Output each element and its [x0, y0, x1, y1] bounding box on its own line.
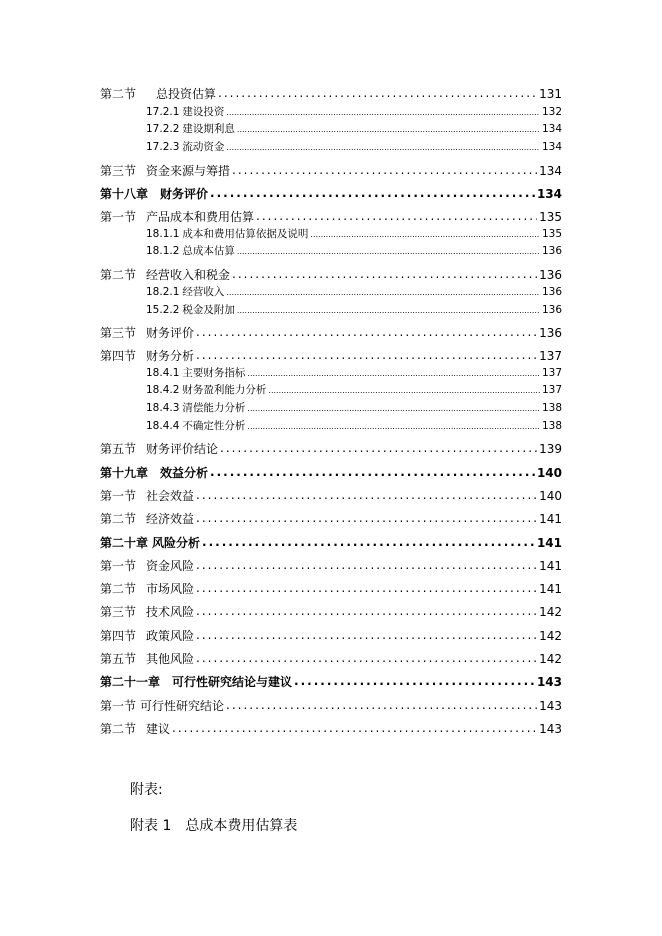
toc-entry	[100, 488, 562, 504]
toc-entry-title: 市场风险	[146, 582, 195, 596]
toc-entry	[100, 186, 562, 202]
toc-subentry	[146, 304, 562, 317]
dot-leader	[237, 126, 540, 137]
toc-subentry	[146, 367, 562, 380]
toc-entry-page: 136	[541, 245, 562, 257]
toc-entry-number: 第一节	[100, 559, 137, 573]
toc-entry	[100, 209, 562, 225]
dot-leader	[220, 445, 537, 457]
toc-entry-title: 流动资金	[182, 141, 225, 153]
toc-entry-number: 第一节	[100, 210, 137, 224]
dot-leader	[256, 213, 537, 225]
toc-subentry	[146, 123, 562, 136]
dot-leader	[310, 231, 540, 242]
toc-entry-number: 第二节	[100, 512, 137, 526]
toc-entry-title: 政策风险	[146, 629, 195, 643]
toc-entry-page: 138	[541, 420, 562, 432]
toc-entry-page: 141	[539, 559, 562, 573]
toc-entry-number: 第二节	[100, 722, 137, 736]
toc-entry-title: 效益分析	[160, 466, 209, 480]
toc-entry-page: 139	[539, 442, 562, 456]
toc-entry-page: 136	[539, 326, 562, 340]
toc-entry-title: 可行性研究结论	[140, 699, 225, 713]
toc-entry-title: 成本和费用估算依据及说明	[182, 228, 309, 240]
toc-entry-number: 17.2.3	[146, 141, 180, 153]
dot-leader	[196, 492, 537, 504]
toc-entry-title: 不确定性分析	[182, 420, 246, 432]
toc-subentry	[146, 141, 562, 154]
toc-entry-page: 134	[539, 164, 562, 178]
dot-leader	[196, 562, 537, 574]
toc-entry-title: 技术风险	[146, 605, 195, 619]
toc-entry	[100, 465, 562, 481]
toc-entry-page: 134	[541, 123, 562, 135]
toc-entry	[100, 628, 562, 644]
toc-entry-number: 第三节	[100, 605, 137, 619]
toc-entry-page: 142	[539, 652, 562, 666]
toc-entry-number: 18.1.1	[146, 228, 180, 240]
toc-entry-number: 第十八章	[100, 187, 149, 201]
toc-entry-page: 134	[536, 187, 562, 201]
toc-entry-page: 134	[541, 141, 562, 153]
toc-entry-page: 137	[539, 349, 562, 363]
toc-entry-number: 第一节	[100, 699, 137, 713]
toc-entry-page: 141	[539, 582, 562, 596]
toc-entry-number: 第五节	[100, 652, 137, 666]
toc-entry-title: 资金风险	[146, 559, 195, 573]
toc-entry-title: 经营收入和税金	[146, 268, 231, 282]
toc-entry-title: 其他风险	[146, 652, 195, 666]
dot-leader	[226, 109, 540, 120]
toc-entry-number: 第二节	[100, 87, 137, 101]
dot-leader	[226, 144, 540, 155]
toc-entry-page: 140	[539, 489, 562, 503]
toc-entry-title: 主要财务指标	[182, 367, 246, 379]
dot-leader	[268, 387, 540, 398]
dot-leader	[247, 370, 540, 381]
toc-entry-page: 140	[536, 466, 562, 480]
toc-entry	[100, 86, 562, 102]
toc-entry-page: 143	[536, 675, 562, 689]
toc-entry-title: 财务盈利能力分析	[182, 384, 267, 396]
toc-entry-number: 18.4.2	[146, 384, 180, 396]
toc-entry-title: 税金及附加	[182, 304, 235, 316]
toc-entry-title: 经济效益	[146, 512, 195, 526]
dot-leader	[237, 307, 540, 318]
toc-entry-number: 第三节	[100, 164, 137, 178]
toc-entry-page: 137	[541, 384, 562, 396]
toc-entry-page: 143	[539, 699, 562, 713]
toc-entry-page: 136	[539, 268, 562, 282]
toc-entry-title: 财务评价	[146, 326, 195, 340]
toc-entry	[100, 721, 562, 737]
toc-entry-title: 清偿能力分析	[182, 402, 246, 414]
toc-entry-title: 资金来源与筹措	[146, 164, 231, 178]
toc-entry-title: 建议	[146, 722, 171, 736]
toc-subentry	[146, 106, 562, 119]
appendix-heading: 附表:	[130, 782, 163, 798]
toc-entry-title: 总成本估算	[182, 245, 235, 257]
toc-entry	[100, 674, 562, 690]
dot-leader	[196, 632, 537, 644]
dot-leader	[210, 190, 535, 202]
toc-entry-page: 135	[541, 228, 562, 240]
toc-entry	[100, 581, 562, 597]
toc-entry-page: 141	[539, 512, 562, 526]
toc-entry-number: 17.2.2	[146, 123, 180, 135]
dot-leader	[202, 539, 535, 551]
toc-entry-page: 143	[539, 722, 562, 736]
dot-leader	[210, 469, 535, 481]
toc-entry-page: 137	[541, 367, 562, 379]
toc-entry-number: 17.2.1	[146, 106, 180, 118]
toc-entry-number: 15.2.2	[146, 304, 180, 316]
dot-leader	[196, 352, 537, 364]
appendix-item-1: 附表 1 总成本费用估算表	[130, 818, 298, 834]
toc-entry-number: 18.4.1	[146, 367, 180, 379]
toc-entry-page: 142	[539, 629, 562, 643]
toc-entry-page: 136	[541, 286, 562, 298]
toc-entry-number: 第四节	[100, 349, 137, 363]
toc-entry	[100, 535, 562, 551]
toc-subentry	[146, 402, 562, 415]
toc-entry-title: 可行性研究结论与建议	[172, 675, 293, 689]
toc-entry	[100, 325, 562, 341]
toc-entry	[100, 651, 562, 667]
toc-entry	[100, 698, 562, 714]
toc-entry-page: 138	[541, 402, 562, 414]
toc-subentry	[146, 420, 562, 433]
toc-entry-number: 第一节	[100, 489, 137, 503]
dot-leader	[196, 585, 537, 597]
dot-leader	[294, 678, 535, 690]
toc-entry-title: 财务分析	[146, 349, 195, 363]
toc-entry-number: 第二节	[100, 582, 137, 596]
dot-leader	[196, 329, 537, 341]
dot-leader	[247, 423, 540, 434]
toc-entry-title: 财务评价	[160, 187, 209, 201]
toc-entry-title: 风险分析	[152, 536, 201, 550]
toc-entry-number: 第四节	[100, 629, 137, 643]
toc-entry-title: 总投资估算	[156, 87, 217, 101]
dot-leader	[232, 271, 537, 283]
dot-leader	[226, 702, 537, 714]
toc-entry-number: 18.2.1	[146, 286, 180, 298]
toc-entry-number: 第五节	[100, 442, 137, 456]
dot-leader	[218, 90, 537, 102]
toc-subentry	[146, 245, 562, 258]
toc-entry	[100, 267, 562, 283]
toc-entry-number: 18.4.4	[146, 420, 180, 432]
toc-entry-number: 第二节	[100, 268, 137, 282]
toc-entry-number: 第二十章	[100, 536, 149, 550]
toc-entry	[100, 604, 562, 620]
toc-entry-title: 社会效益	[146, 489, 195, 503]
toc-subentry	[146, 228, 562, 241]
toc-subentry	[146, 286, 562, 299]
dot-leader	[196, 515, 537, 527]
toc-entry-number: 第十九章	[100, 466, 149, 480]
toc-entry-title: 建设期利息	[182, 123, 235, 135]
dot-leader	[232, 167, 537, 179]
toc-entry	[100, 511, 562, 527]
toc-subentry	[146, 384, 562, 397]
toc-entry-title: 产品成本和费用估算	[146, 210, 255, 224]
dot-leader	[247, 405, 540, 416]
dot-leader	[196, 655, 537, 667]
dot-leader	[237, 248, 540, 259]
toc-entry-title: 经营收入	[182, 286, 225, 298]
toc-entry	[100, 163, 562, 179]
toc-entry-page: 141	[536, 536, 562, 550]
toc-entry	[100, 348, 562, 364]
toc-entry-number: 18.1.2	[146, 245, 180, 257]
toc-entry-number: 18.4.3	[146, 402, 180, 414]
toc-entry-title: 建设投资	[182, 106, 225, 118]
toc-entry-number: 第三节	[100, 326, 137, 340]
toc-entry-page: 136	[541, 304, 562, 316]
toc-entry-number: 第二十一章	[100, 675, 161, 689]
toc-entry-page: 142	[539, 605, 562, 619]
toc-entry-title: 财务评价结论	[146, 442, 219, 456]
toc-entry-page: 132	[541, 106, 562, 118]
dot-leader	[226, 289, 540, 300]
dot-leader	[172, 725, 537, 737]
toc-entry	[100, 558, 562, 574]
toc-entry-page: 135	[539, 210, 562, 224]
dot-leader	[196, 608, 537, 620]
toc-entry-page: 131	[539, 87, 562, 101]
toc-entry	[100, 441, 562, 457]
